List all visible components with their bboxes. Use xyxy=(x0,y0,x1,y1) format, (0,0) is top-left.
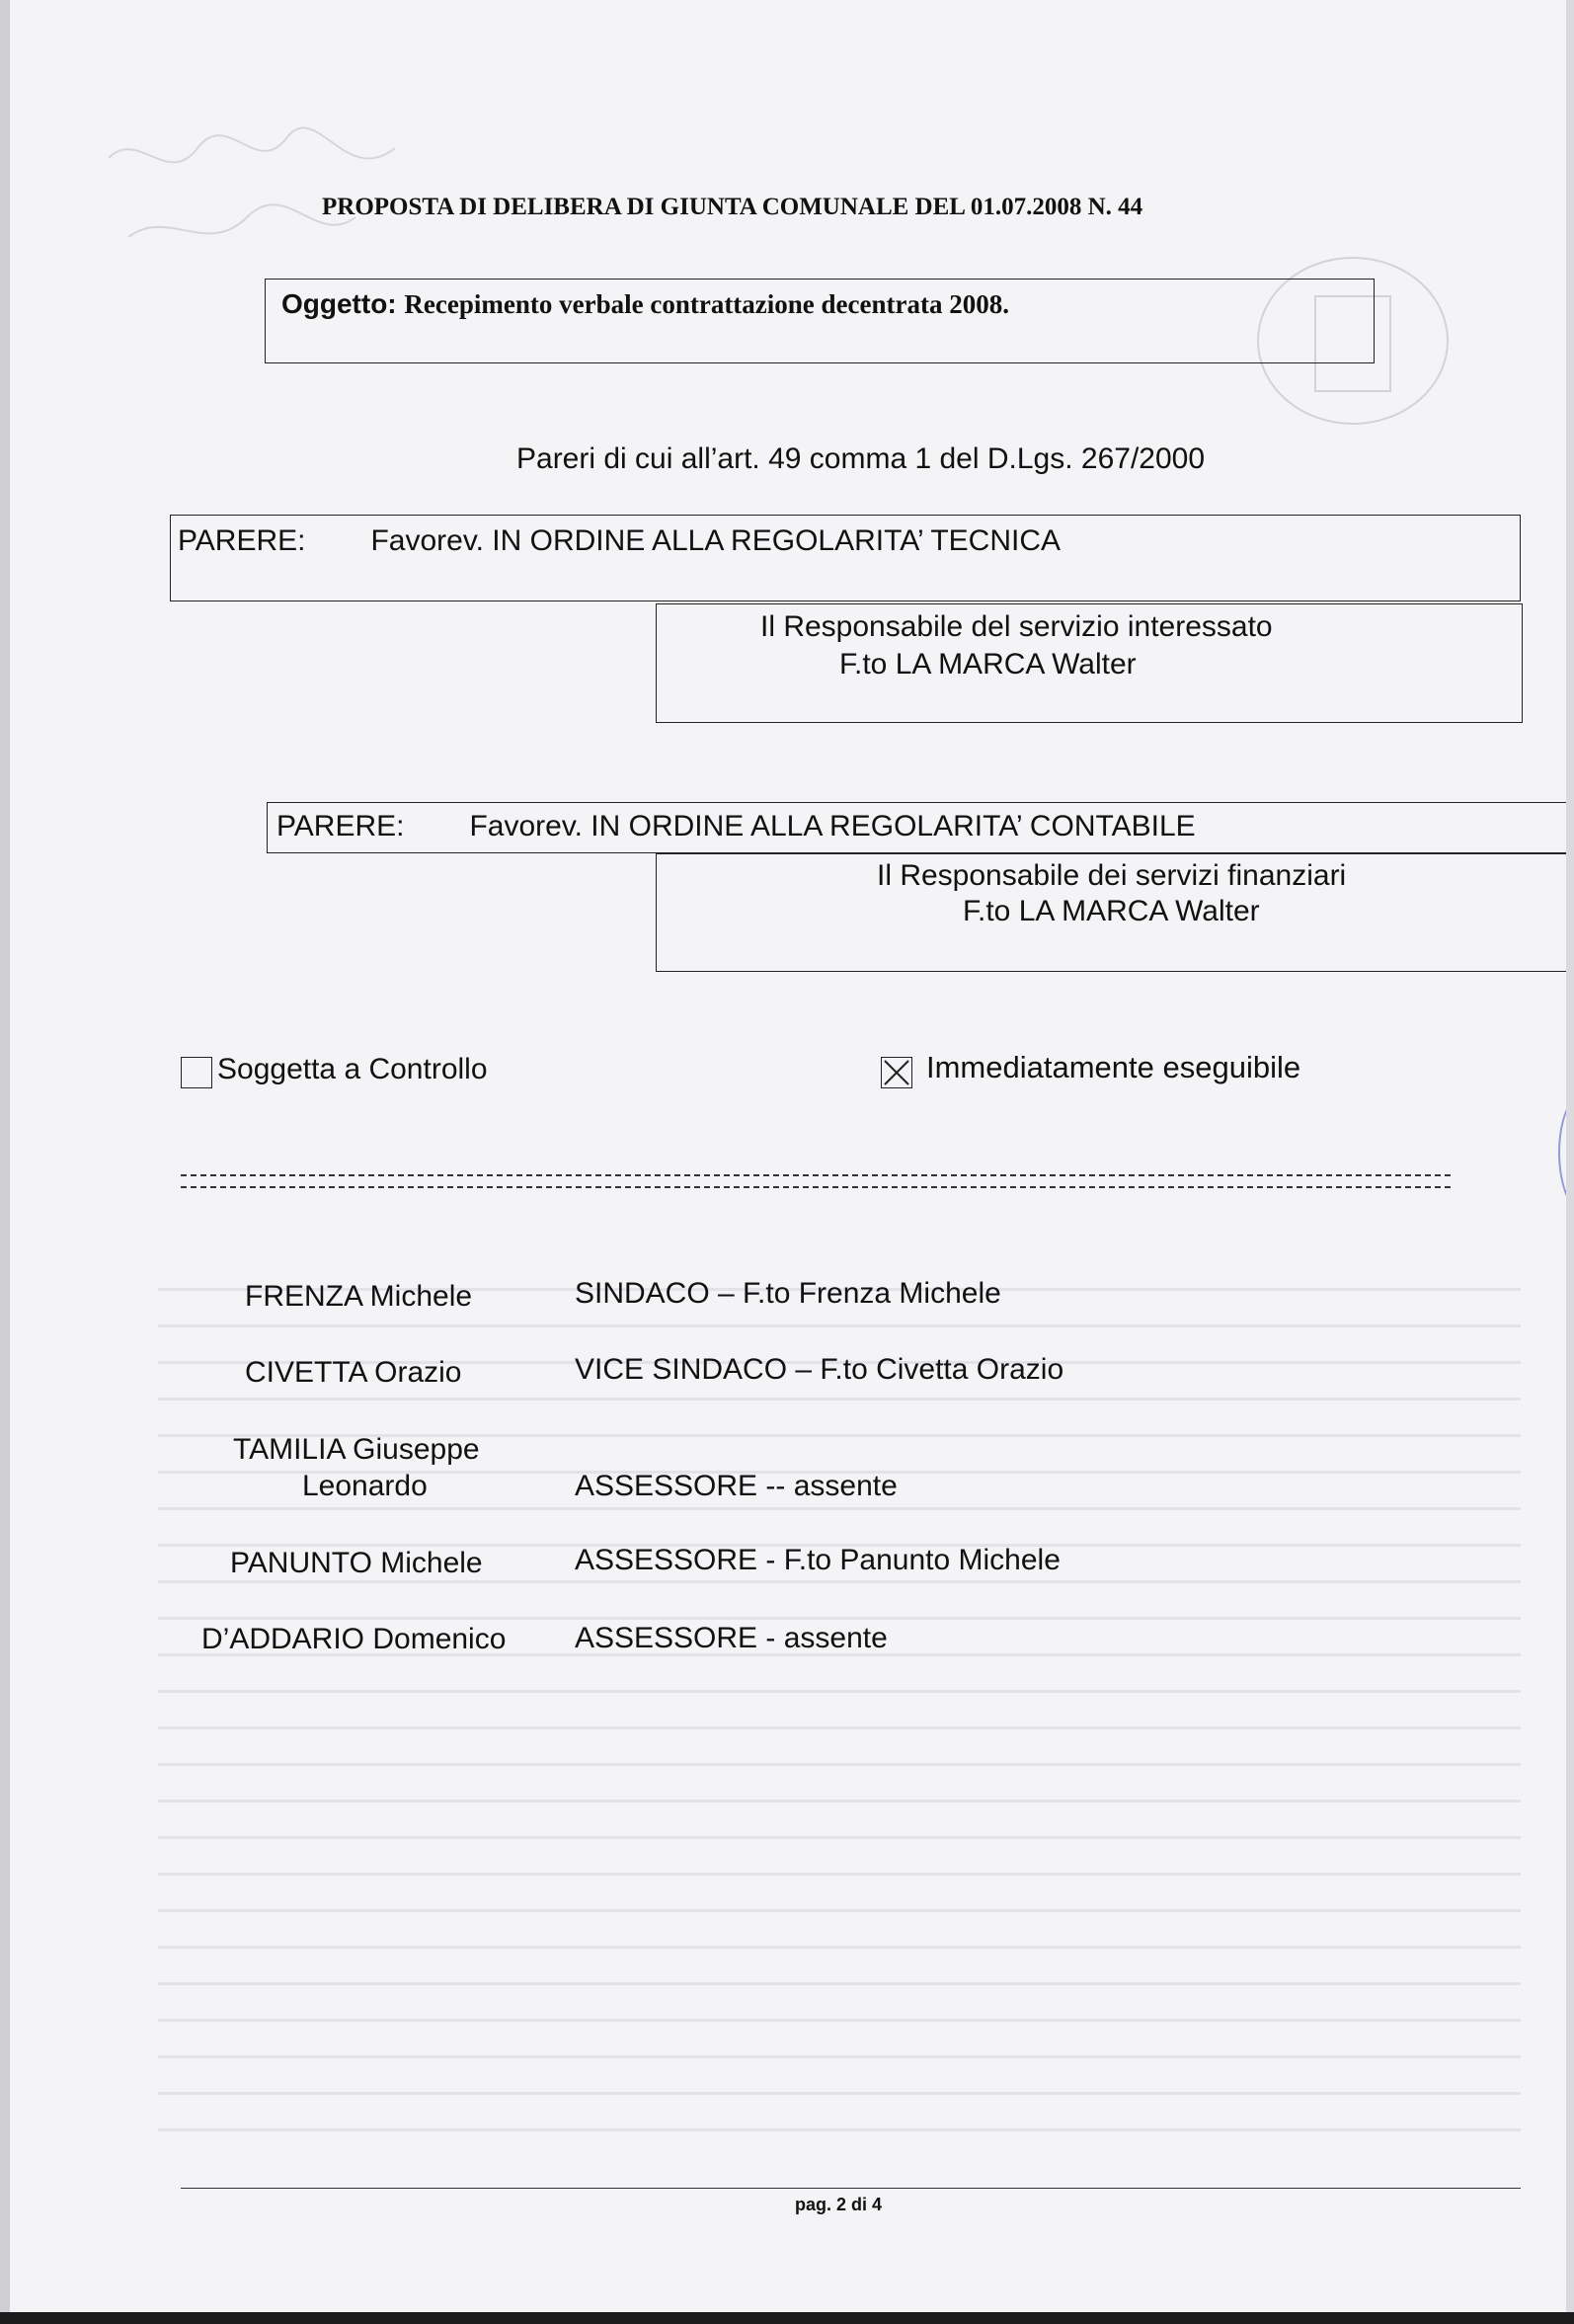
responsabile-tecnico-name: F.to LA MARCA Walter xyxy=(839,648,1137,681)
member-name: CIVETTA Orazio xyxy=(245,1356,462,1389)
footer-rule xyxy=(181,2188,1521,2189)
pareri-heading: Pareri di cui all’art. 49 comma 1 del D.Lgs. 267/2000 xyxy=(516,442,1206,475)
parere-contabile-text: Favorev. IN ORDINE ALLA REGOLARITA’ CONTABILE xyxy=(469,810,1196,842)
parere-tecnico-label: PARERE: xyxy=(178,524,306,557)
subject-label: Oggetto: xyxy=(281,288,405,319)
scan-edge-bottom xyxy=(0,2312,1574,2324)
parere-tecnico-line xyxy=(178,524,1061,558)
double-dashed-separator xyxy=(181,1174,1451,1188)
member-role: ASSESSORE -- assente xyxy=(575,1470,898,1502)
member-name: FRENZA Michele xyxy=(245,1280,473,1313)
parere-contabile-line xyxy=(276,810,1196,843)
immediatamente-eseguibile-checkbox[interactable] xyxy=(881,1057,912,1088)
member-name: TAMILIA Giuseppe xyxy=(233,1433,480,1466)
soggetta-controllo-checkbox[interactable] xyxy=(181,1057,212,1088)
scan-edge-left xyxy=(0,0,10,2324)
responsabile-contabile-name: F.to LA MARCA Walter xyxy=(963,895,1260,927)
subject-text: Recepimento verbale contrattazione decentrata 2008. xyxy=(404,289,1009,319)
subject-line xyxy=(281,288,1009,320)
member-role: SINDACO – F.to Frenza Michele xyxy=(575,1277,1001,1310)
parere-tecnico-text: Favorev. IN ORDINE ALLA REGOLARITA’ TECNICA xyxy=(370,524,1061,557)
soggetta-controllo-label: Soggetta a Controllo xyxy=(217,1053,488,1085)
document-title: PROPOSTA DI DELIBERA DI GIUNTA COMUNALE DEL 01.07.2008 N. 44 xyxy=(322,194,1143,220)
responsabile-tecnico-title: Il Responsabile del servizio interessato xyxy=(760,610,1273,643)
member-role: ASSESSORE - F.to Panunto Michele xyxy=(575,1544,1061,1576)
immediatamente-eseguibile-label: Immediatamente eseguibile xyxy=(926,1050,1301,1084)
page-number: pag. 2 di 4 xyxy=(795,2195,883,2214)
member-name: D’ADDARIO Domenico xyxy=(201,1623,507,1655)
checkmark-x-icon xyxy=(882,1058,911,1087)
member-name-continued: Leonardo xyxy=(302,1470,428,1502)
member-name: PANUNTO Michele xyxy=(230,1547,483,1579)
member-role: ASSESSORE - assente xyxy=(575,1622,888,1654)
member-role: VICE SINDACO – F.to Civetta Orazio xyxy=(575,1353,1064,1386)
parere-contabile-label: PARERE: xyxy=(276,810,405,842)
scan-edge-right xyxy=(1566,0,1574,2324)
responsabile-contabile-title: Il Responsabile dei servizi finanziari xyxy=(877,859,1347,892)
